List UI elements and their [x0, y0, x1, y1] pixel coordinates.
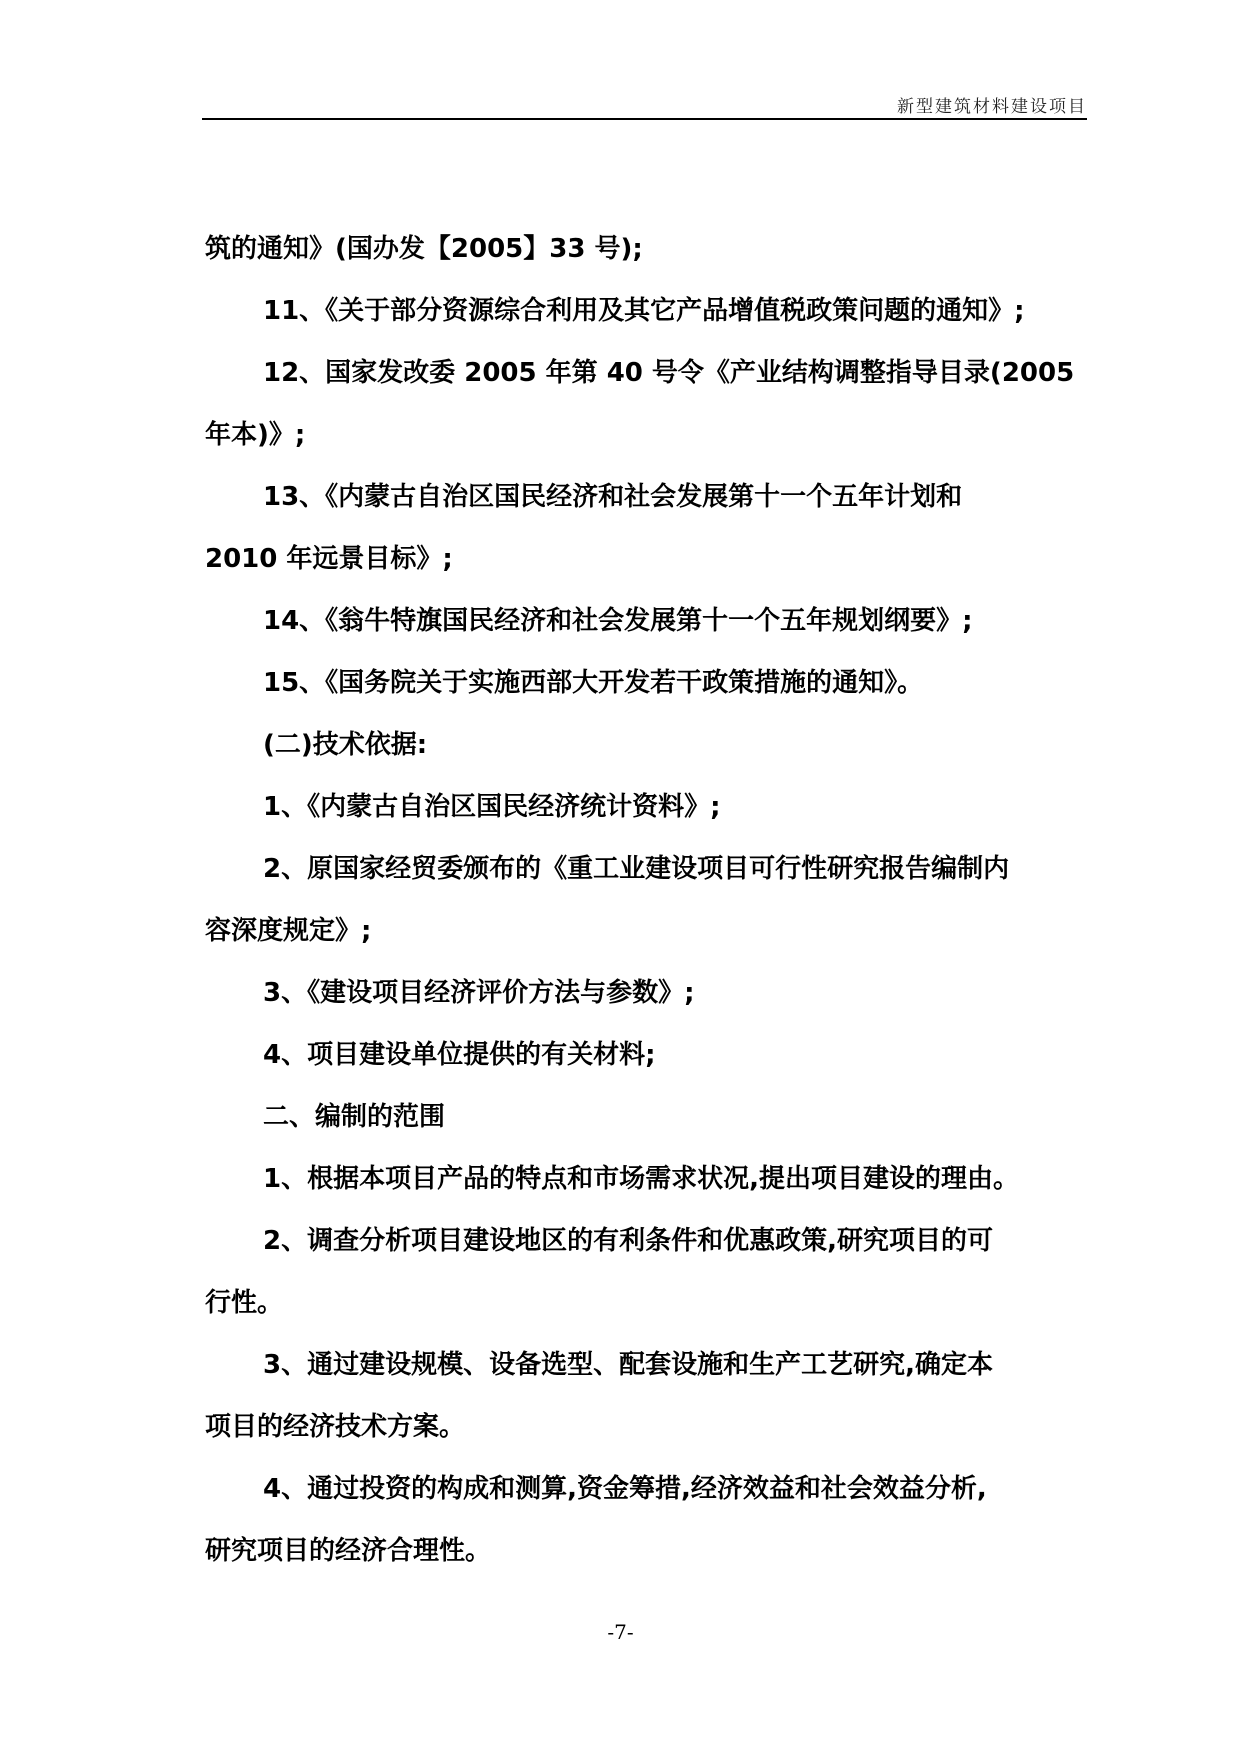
text-line: 年本)》;	[205, 420, 306, 450]
text-line: 3、《建设项目经济评价方法与参数》;	[263, 978, 695, 1008]
text-line: 2010 年远景目标》;	[205, 544, 453, 574]
text-line: 筑的通知》(国办发【2005】33 号);	[205, 234, 643, 264]
text-line: 3、通过建设规模、设备选型、配套设施和生产工艺研究,确定本	[263, 1350, 993, 1380]
text-line: 1、根据本项目产品的特点和市场需求状况,提出项目建设的理由。	[263, 1164, 1019, 1194]
text-line: 2、调查分析项目建设地区的有利条件和优惠政策,研究项目的可	[263, 1226, 993, 1256]
text-line: 14、《翁牛特旗国民经济和社会发展第十一个五年规划纲要》;	[263, 606, 973, 636]
text-line: 4、通过投资的构成和测算,资金筹措,经济效益和社会效益分析,	[263, 1474, 987, 1504]
document-body	[205, 228, 1085, 1592]
header-rule	[202, 118, 1087, 120]
running-header-title: 新型建筑材料建设项目	[897, 97, 1087, 117]
text-line: 项目的经济技术方案。	[205, 1412, 466, 1442]
text-line: 12、国家发改委 2005 年第 40 号令《产业结构调整指导目录(2005	[263, 358, 1075, 388]
text-line: 13、《内蒙古自治区国民经济和社会发展第十一个五年计划和	[263, 482, 963, 512]
page-number: -7-	[607, 1620, 634, 1644]
text-line: 行性。	[205, 1288, 284, 1318]
text-line: (二)技术依据:	[263, 730, 428, 760]
text-line: 二、编制的范围	[263, 1102, 446, 1132]
text-line: 15、《国务院关于实施西部大开发若干政策措施的通知》。	[263, 668, 924, 698]
text-line: 1、《内蒙古自治区国民经济统计资料》;	[263, 792, 721, 822]
text-line: 2、原国家经贸委颁布的《重工业建设项目可行性研究报告编制内	[263, 854, 1010, 884]
text-line: 4、项目建设单位提供的有关材料;	[263, 1040, 656, 1070]
text-line: 研究项目的经济合理性。	[205, 1536, 492, 1566]
text-line: 11、《关于部分资源综合利用及其它产品增值税政策问题的通知》;	[263, 296, 1025, 326]
text-line: 容深度规定》;	[205, 916, 372, 946]
